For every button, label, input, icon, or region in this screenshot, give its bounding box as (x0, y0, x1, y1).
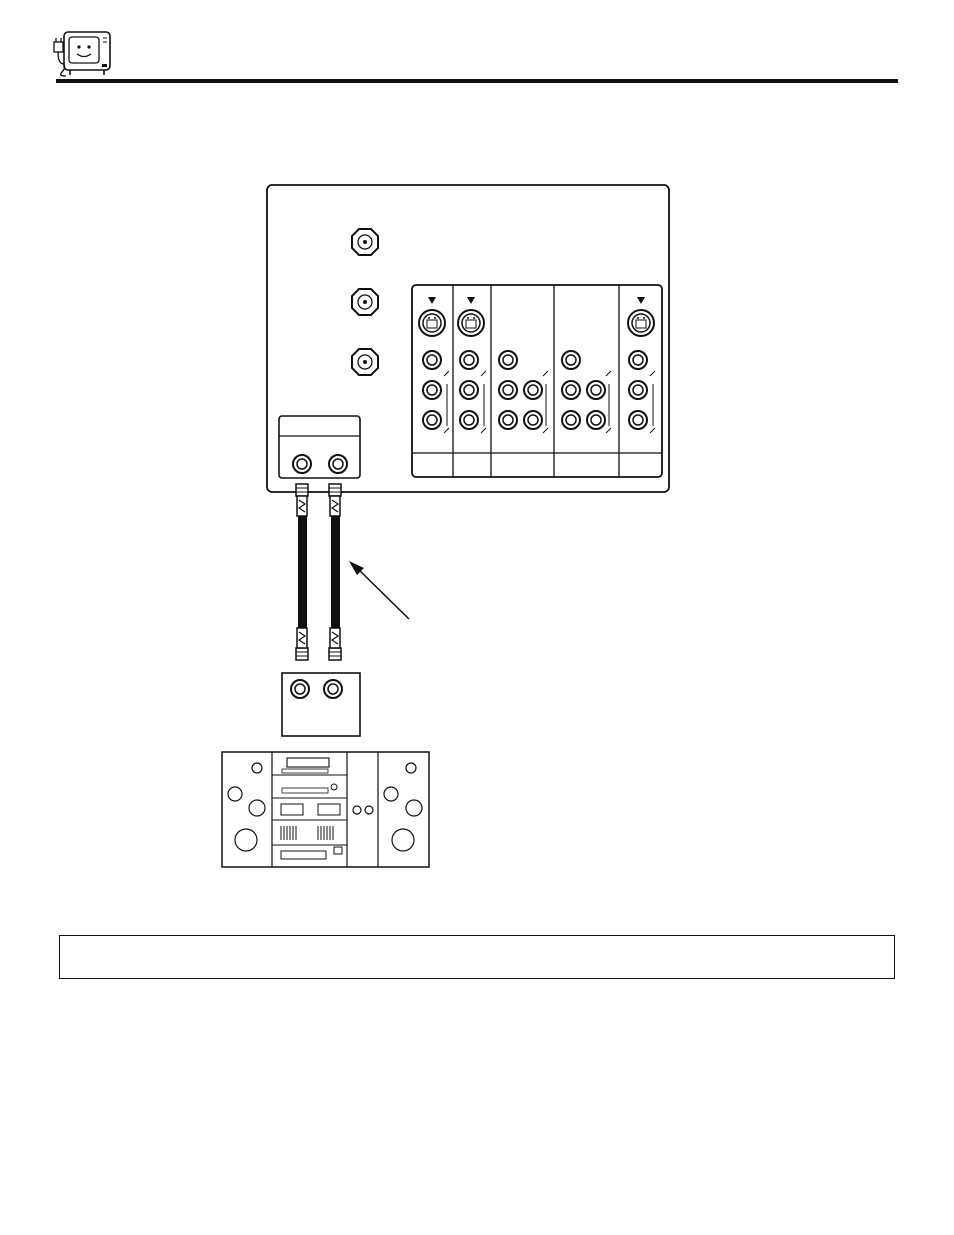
video-jack (423, 351, 441, 369)
stereo-system-icon (222, 752, 429, 867)
audio-jack (499, 411, 517, 429)
antenna-jack (352, 349, 378, 375)
audio-jack (629, 411, 647, 429)
amplifier-input-jack (324, 680, 342, 698)
audio-cable (329, 484, 341, 660)
video-jack (562, 351, 580, 369)
audio-jack (460, 381, 478, 399)
audio-jack (562, 381, 580, 399)
audio-jack (524, 411, 542, 429)
antenna-jack (352, 229, 378, 255)
audio-jack (524, 381, 542, 399)
audio-jack (587, 381, 605, 399)
audio-jack (423, 411, 441, 429)
audio-out-box (279, 416, 360, 478)
svideo-jack (628, 310, 654, 336)
audio-jack (629, 381, 647, 399)
video-jack (499, 351, 517, 369)
audio-out-jack (293, 455, 311, 473)
video-jack (629, 351, 647, 369)
note-box (59, 935, 895, 979)
audio-out-jack (329, 455, 347, 473)
amplifier-input-jack (291, 680, 309, 698)
audio-jack (587, 411, 605, 429)
audio-jack (499, 381, 517, 399)
audio-jack (423, 381, 441, 399)
video-jack (460, 351, 478, 369)
audio-jack (562, 411, 580, 429)
audio-jack (460, 411, 478, 429)
antenna-jack (352, 289, 378, 315)
svideo-jack (458, 310, 484, 336)
audio-cable (296, 484, 308, 660)
svideo-jack (419, 310, 445, 336)
arrow-pointing-to-cable (349, 561, 409, 619)
